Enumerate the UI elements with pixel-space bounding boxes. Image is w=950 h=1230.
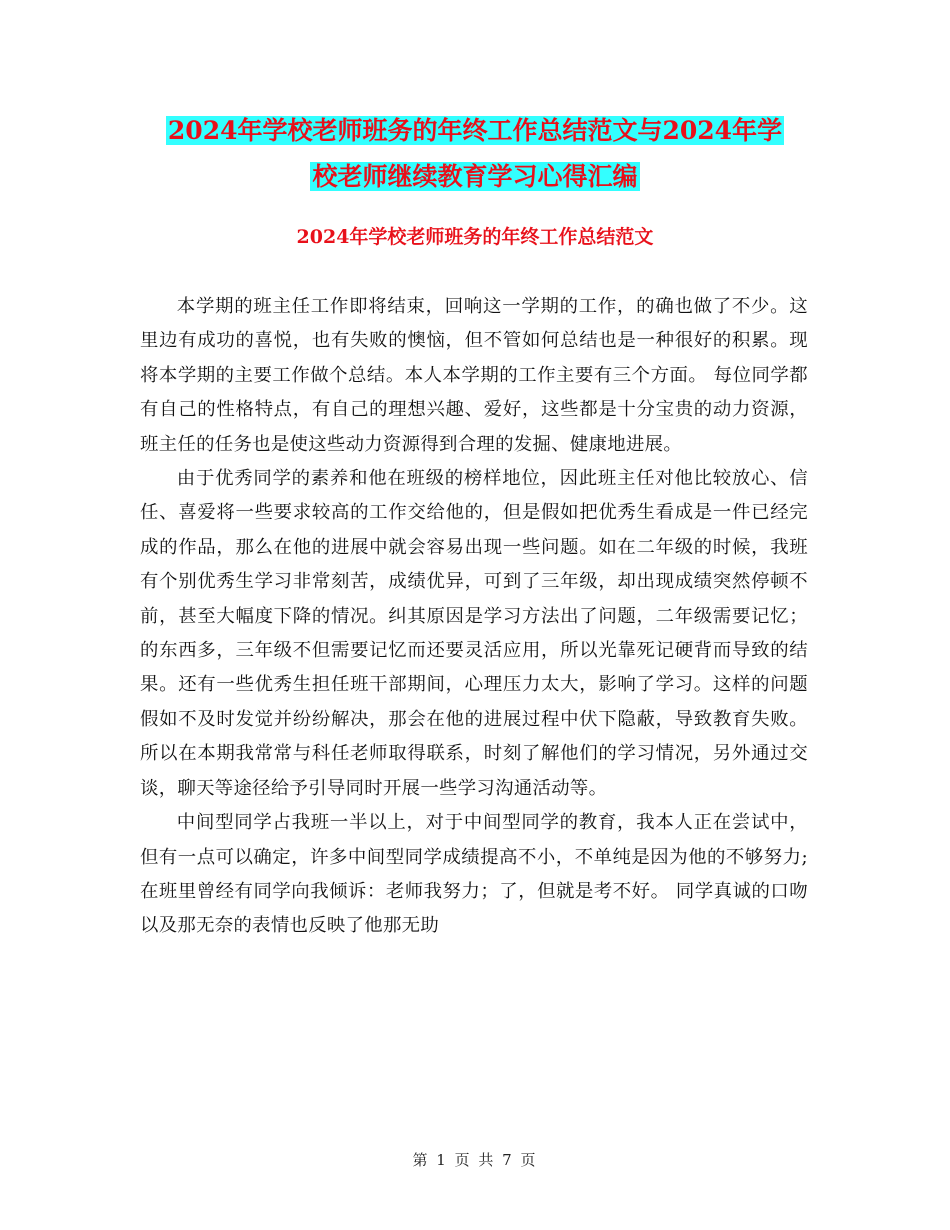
paragraph: 中间型同学占我班一半以上，对于中间型同学的教育，我本人正在尝试中，但有一点可以确定，许多中间型同学成绩提高不小，不单纯是因为他的不够努力;在班里曾经有同学向我倾诉：老师我努力；了，但就是考不好。 同学真诚的口吻以及那无奈的表情也反映了他那无助 xyxy=(140,812,808,937)
body-text xyxy=(140,290,808,944)
section-heading: 2024年学校老师班务的年终工作总结范文 xyxy=(296,226,654,248)
title-line-2: 校老师继续教育学习心得汇编 xyxy=(312,162,638,191)
paragraph: 本学期的班主任工作即将结束，回响这一学期的工作，的确也做了不少。这里边有成功的喜悦，也有失败的懊恼，但不管如何总结也是一种很好的积累。现将本学期的主要工作做个总结。本人本学期的工作主要有三个方面。 每位同学都有自己的性格特点，有自己的理想兴趣、爱好，这些都是十分宝贵的动力资源，班主任的任务也是使这些动力资源得到合理的发掘、健康地进展。 xyxy=(140,296,808,455)
document-title xyxy=(140,108,810,200)
title-line-1: 2024年学校老师班务的年终工作总结范文与2024年学 xyxy=(167,116,783,145)
paragraph: 由于优秀同学的素养和他在班级的榜样地位，因此班主任对他比较放心、信任、喜爱将一些要求较高的工作交给他的，但是假如把优秀生看成是一件已经完成的作品，那么在他的进展中就会容易出现一些问题。如在二年级的时候，我班有个别优秀生学习非常刻苦，成绩优异，可到了三年级，却出现成绩突然停顿不前，甚至大幅度下降的情况。纠其原因是学习方法出了问题，二年级需要记忆；的东西多，三年级不但需要记忆而还要灵活应用，所以光靠死记硬背而导致的结果。还有一些优秀生担任班干部期间，心理压力太大，影响了学习。这样的问题假如不及时发觉并纷纷解决，那会在他的进展过程中伏下隐蔽，导致教育失败。所以在本期我常常与科任老师取得联系，时刻了解他们的学习情况，另外通过交谈，聊天等途径给予引导同时开展一些学习沟通活动等。 xyxy=(140,468,808,799)
page-footer: 第 1 页 共 7 页 xyxy=(412,1151,538,1169)
